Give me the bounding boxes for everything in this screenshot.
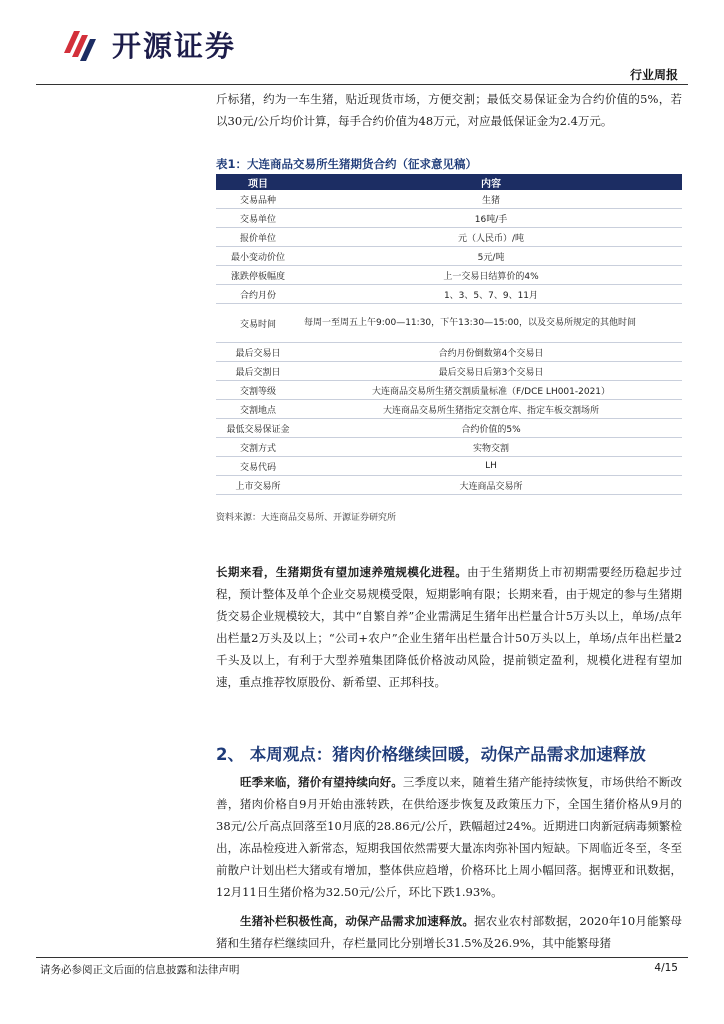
table-cell-value: 1、3、5、7、9、11月: [300, 285, 682, 304]
table-cell-value: 实物交割: [300, 438, 682, 457]
table-cell-key: 交易代码: [216, 457, 300, 476]
table-cell-value: 5元/吨: [300, 247, 682, 266]
table-cell-value: 16吨/手: [300, 209, 682, 228]
table-cell-key: 上市交易所: [216, 476, 300, 495]
table-row: [216, 381, 682, 400]
table-row: [216, 476, 682, 495]
paragraph-lead: 旺季来临，猪价有望持续向好。: [240, 775, 403, 789]
table-row: [216, 400, 682, 419]
table-cell-key: 交易时间: [216, 304, 300, 343]
table-title: 表1：大连商品交易所生猪期货合约（征求意见稿）: [216, 157, 477, 171]
table-cell-key: 涨跌停板幅度: [216, 266, 300, 285]
table-row: [216, 419, 682, 438]
table-row: [216, 266, 682, 285]
table-cell-key: 最小变动价位: [216, 247, 300, 266]
table-cell-value: 大连商品交易所: [300, 476, 682, 495]
footer-disclaimer: 请务必参阅正文后面的信息披露和法律声明: [40, 964, 240, 976]
table-row: [216, 209, 682, 228]
paragraph-top: 斤标猪，约为一车生猪，贴近现货市场，方便交割；最低交易保证金为合约价值的5%，若以30元/公斤均价计算，每手合约价值为48万元，对应最低保证金为2.4万元。: [216, 92, 682, 128]
table-cell-key: 合约月份: [216, 285, 300, 304]
logo-text: 开源证券: [112, 28, 237, 63]
paragraph-body: 三季度以来，随着生猪产能持续恢复，市场供给不断改善，猪肉价格自9月开始由涨转跌，在供给逐步恢复及政策压力下，全国生猪价格从9月的38元/公斤高点回落至10月底的28.86元/公斤，跌幅超过24%。近期进口肉新冠病毒频繁检出，冻品检疫进入新常态，短期我国依然需要大量冻肉弥补国内短缺。下周临近冬至，冬至前散户计划出栏大猪或有增加，整体供应趋增，价格环比上周小幅回落。据博亚和讯数据，12月11日生猪价格为32.50元/公斤，环比下跌1.93%。: [216, 775, 682, 899]
table-row: [216, 228, 682, 247]
footer-divider: [36, 957, 688, 958]
table-row: [216, 362, 682, 381]
table-cell-value: 合约月份倒数第4个交易日: [300, 343, 682, 362]
table-cell-value: 大连商品交易所生猪指定交割仓库、指定车板交割场所: [300, 400, 682, 419]
futures-contract-table: [216, 174, 682, 495]
table-cell-value: 生猪: [300, 190, 682, 209]
table-cell-value: 元（人民币）/吨: [300, 228, 682, 247]
table-row: [216, 304, 682, 343]
table-header-content: 内容: [300, 174, 682, 190]
paragraph-restocking: [216, 910, 682, 954]
table-cell-value: LH: [300, 457, 682, 476]
table-cell-key: 最低交易保证金: [216, 419, 300, 438]
table-row: [216, 247, 682, 266]
paragraph-lead: 生猪补栏积极性高，动保产品需求加速释放。: [240, 914, 475, 928]
table-row: [216, 285, 682, 304]
table-cell-value: 合约价值的5%: [300, 419, 682, 438]
table-cell-value: 最后交易日后第3个交易日: [300, 362, 682, 381]
header-divider: [36, 84, 688, 85]
table-row: [216, 438, 682, 457]
table-cell-key: 交易单位: [216, 209, 300, 228]
table-cell-key: 报价单位: [216, 228, 300, 247]
section-heading: 2、 本周观点：猪肉价格继续回暖，动保产品需求加速释放: [216, 745, 646, 764]
table-cell-key: 交易品种: [216, 190, 300, 209]
company-logo: [60, 22, 236, 66]
table-cell-value: 大连商品交易所生猪交割质量标准（F/DCE LH001-2021）: [300, 381, 682, 400]
paragraph-peak-season: [216, 771, 682, 903]
paragraph-long-term: [216, 561, 682, 693]
table-header-item: 项目: [216, 174, 300, 190]
table-row: [216, 190, 682, 209]
table-cell-key: 交割方式: [216, 438, 300, 457]
table-row: [216, 457, 682, 476]
logo-mark-icon: [60, 23, 102, 65]
table-cell-key: 交割等级: [216, 381, 300, 400]
table-header-row: [216, 174, 682, 190]
table-source-note: 资料来源：大连商品交易所、开源证券研究所: [216, 513, 397, 523]
table-cell-key: 交割地点: [216, 400, 300, 419]
table-cell-value: 每周一至周五上午9:00—11:30，下午13:30—15:00，以及交易所规定的其他时间: [300, 304, 682, 343]
paragraph-lead: 长期来看，生猪期货有望加速养殖规模化进程。: [216, 565, 468, 579]
table-cell-key: 最后交割日: [216, 362, 300, 381]
table-row: [216, 343, 682, 362]
table-cell-value: 上一交易日结算价的4%: [300, 266, 682, 285]
report-type-label: 行业周报: [629, 68, 678, 82]
page-number: 4/15: [654, 962, 678, 974]
paragraph-body: 据农业农村部数据，2020年10月能繁母猪和生猪存栏继续回升，存栏量同比分别增长31.5%及26.9%，其中能繁母猪: [216, 914, 683, 950]
paragraph-body: 由于生猪期货上市初期需要经历稳起步过程，预计整体及单个企业交易规模受限，短期影响有限；长期来看，由于规定的参与生猪期货交易企业规模较大，其中“自繁自养”企业需满足生猪年出栏量合计5万头以上，单场/点年出栏量2万头及以上；“公司+农户”企业生猪年出栏量合计50万头以上，单场/点年出栏量2千头及以上，有利于大型养殖集团降低价格波动风险，提前锁定盈利，规模化进程有望加速，重点推荐牧原股份、新希望、正邦科技。: [216, 565, 682, 689]
table-cell-key: 最后交易日: [216, 343, 300, 362]
